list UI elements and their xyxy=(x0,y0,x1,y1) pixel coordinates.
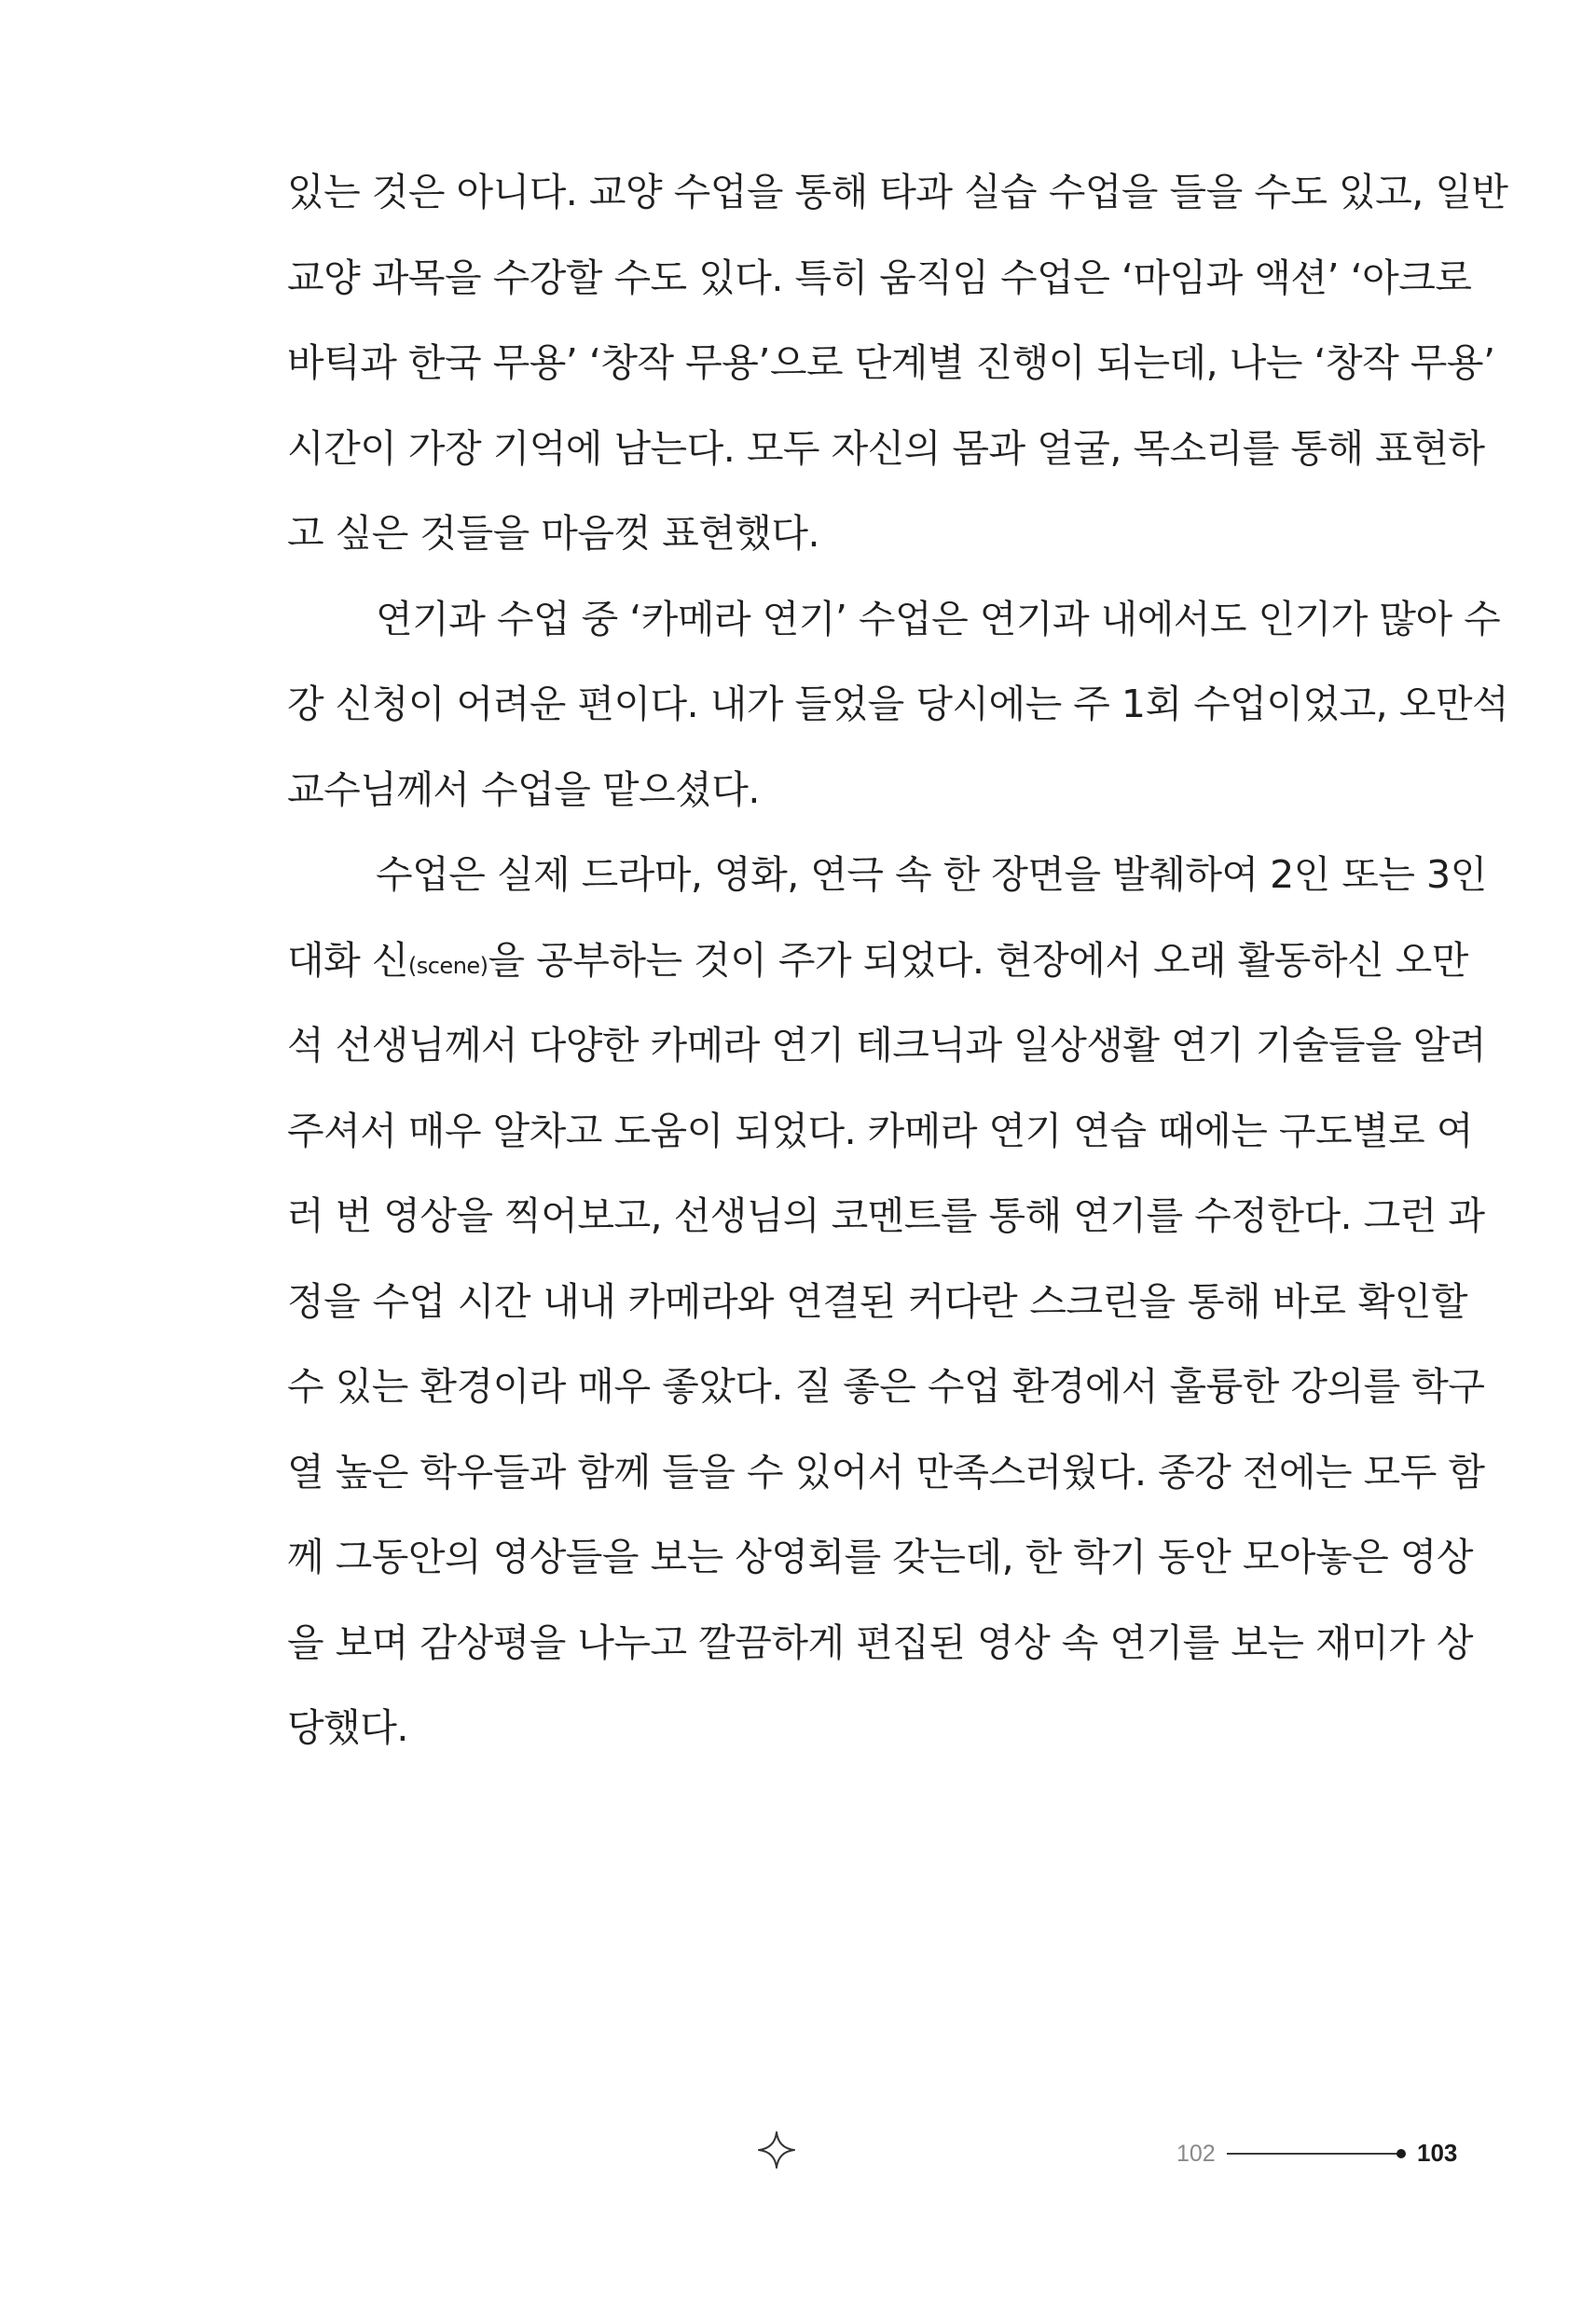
text-line: 강 신청이 어려운 편이다. 내가 들었을 당시에는 주 1회 수업이었고, 오만석 xyxy=(287,682,1509,726)
text-line-rest: 을 공부하는 것이 주가 되었다. 현장에서 오래 활동하신 오만 xyxy=(488,937,1468,983)
scene-annotation: (scene) xyxy=(407,952,488,979)
text-line: 정을 수업 시간 내내 카메라와 연결된 커다란 스크린을 통해 바로 확인할 xyxy=(287,1278,1467,1324)
text-line: 시간이 가장 기억에 남는다. 모두 자신의 몸과 얼굴, 목소리를 통해 표현하 xyxy=(287,425,1485,471)
text-line: 수업은 실제 드라마, 영화, 연극 속 한 장면을 발췌하여 2인 또는 3인 xyxy=(376,852,1487,897)
body-text xyxy=(287,150,1509,1771)
page-divider-line xyxy=(1227,2153,1400,2155)
page-number-left: 102 xyxy=(1176,2141,1216,2167)
text-line: 있는 것은 아니다. 교양 수업을 통해 타과 실습 수업을 들을 수도 있고, 일반 xyxy=(287,170,1508,214)
page-footer xyxy=(0,2130,1596,2186)
text-line: 주셔서 매우 알차고 도움이 되었다. 카메라 연기 연습 때에는 구도별로 여 xyxy=(287,1108,1473,1153)
text-line: 당했다. xyxy=(287,1705,408,1750)
text-line: 러 번 영상을 찍어보고, 선생님의 코멘트를 통해 연기를 수정한다. 그런 과 xyxy=(287,1193,1485,1238)
text-line: 열 높은 학우들과 함께 들을 수 있어서 만족스러웠다. 종강 전에는 모두 함 xyxy=(287,1449,1485,1495)
text-line: 석 선생님께서 다양한 카메라 연기 테크닉과 일상생활 연기 기술들을 알려 xyxy=(287,1023,1486,1068)
text-line xyxy=(287,918,1467,1004)
text-line: 고 싶은 것들을 마음껏 표현했다. xyxy=(287,511,820,556)
text-line: 교수님께서 수업을 맡으셨다. xyxy=(287,766,760,812)
text-line: 께 그동안의 영상들을 보는 상영회를 갖는데, 한 학기 동안 모아놓은 영상 xyxy=(287,1535,1473,1579)
text-line: 연기과 수업 중 ‘카메라 연기’ 수업은 연기과 내에서도 인기가 많아 수 xyxy=(376,596,1501,641)
text-line: 수 있는 환경이라 매우 좋았다. 질 좋은 수업 환경에서 훌륭한 강의를 학구 xyxy=(287,1364,1485,1409)
page-divider-dot xyxy=(1396,2149,1406,2158)
text-line: 바틱과 한국 무용’ ‘창작 무용’으로 단계별 진행이 되는데, 나는 ‘창작 무용’ xyxy=(287,340,1495,385)
four-point-star-icon xyxy=(757,2130,796,2170)
text-line: 교양 과목을 수강할 수도 있다. 특히 움직임 수업은 ‘마임과 액션’ ‘아크로 xyxy=(287,255,1472,300)
text-line: 을 보며 감상평을 나누고 깔끔하게 편집된 영상 속 연기를 보는 재미가 상 xyxy=(287,1619,1473,1665)
text-line-prefix: 대화 신 xyxy=(287,937,408,983)
page-number-right: 103 xyxy=(1417,2139,1458,2167)
